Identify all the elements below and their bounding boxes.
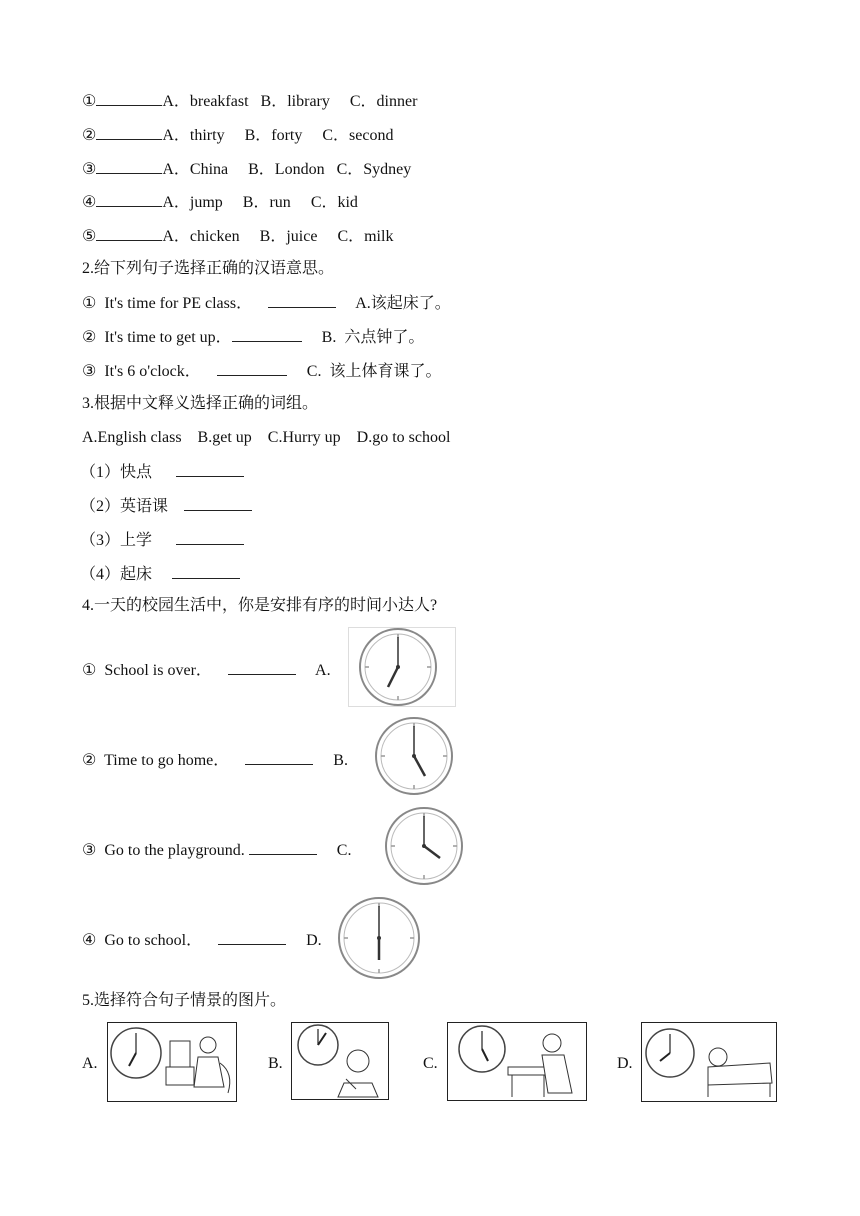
s1-item-3: ③ A．China B．London C．Sydney — [82, 158, 411, 178]
answer-blank[interactable] — [96, 90, 162, 106]
s3-item-4: （4）起床 — [80, 563, 240, 583]
clock-c-icon — [378, 806, 472, 886]
s2-item-1: ① It's time for PE class． A.该起床了。 — [82, 292, 451, 312]
s2-item-2: ② It's time to get up． B. 六点钟了。 — [82, 326, 424, 346]
picture-label-c: C. — [423, 1055, 438, 1072]
s1-item-1: ① A．breakfast B．library C．dinner — [82, 90, 417, 110]
answer-blank[interactable] — [218, 929, 286, 945]
s2-item-3: ③ It's 6 o'clock． C. 该上体育课了。 — [82, 360, 441, 380]
section3-title: 3.根据中文释义选择正确的词组。 — [82, 395, 319, 412]
answer-blank[interactable] — [184, 495, 252, 511]
s4-item-3: ③ Go to the playground. C. — [82, 839, 351, 859]
section5-title: 5.选择符合句子情景的图片。 — [82, 992, 287, 1009]
child-at-computer-icon — [108, 1023, 236, 1101]
child-writing-icon — [292, 1023, 388, 1099]
picture-label-b: B. — [268, 1055, 283, 1072]
answer-blank[interactable] — [245, 749, 313, 765]
clock-d-icon — [336, 896, 424, 980]
section4-title: 4.一天的校园生活中，你是安排有序的时间小达人? — [82, 597, 438, 614]
answer-blank[interactable] — [268, 292, 336, 308]
clock-b-icon — [370, 716, 460, 796]
answer-blank[interactable] — [249, 839, 317, 855]
s1-item-4: ④ A．jump B．run C．kid — [82, 191, 358, 211]
picture-c[interactable] — [447, 1022, 587, 1101]
s1-item-2: ② A．thirty B．forty C．second — [82, 124, 393, 144]
s4-item-4: ④ Go to school． D. — [82, 929, 322, 949]
s3-item-3: （3）上学 — [80, 529, 244, 549]
answer-blank[interactable] — [176, 529, 244, 545]
picture-a[interactable] — [107, 1022, 237, 1102]
answer-blank[interactable] — [217, 360, 287, 376]
picture-label-d: D. — [617, 1055, 633, 1072]
s3-item-2: （2）英语课 — [80, 495, 252, 515]
answer-blank[interactable] — [96, 124, 162, 140]
section3-options: A.English class B.get up C.Hurry up D.go to school — [82, 429, 451, 446]
child-at-desk-icon — [448, 1023, 586, 1100]
s1-item-5: ⑤ A．chicken B．juice C．milk — [82, 225, 393, 245]
picture-label-a: A. — [82, 1055, 98, 1072]
s4-item-1: ① School is over． A. — [82, 659, 331, 679]
s3-item-1: （1）快点 — [80, 461, 244, 481]
answer-blank[interactable] — [96, 158, 162, 174]
child-in-bed-icon — [642, 1023, 776, 1101]
section2-title: 2.给下列句子选择正确的汉语意思。 — [82, 260, 335, 277]
answer-blank[interactable] — [96, 225, 162, 241]
answer-blank[interactable] — [172, 563, 240, 579]
answer-blank[interactable] — [228, 659, 296, 675]
s4-item-2: ② Time to go home． B. — [82, 749, 348, 769]
clock-a-icon — [348, 627, 456, 707]
answer-blank[interactable] — [96, 191, 162, 207]
picture-b[interactable] — [291, 1022, 389, 1100]
answer-blank[interactable] — [176, 461, 244, 477]
answer-blank[interactable] — [232, 326, 302, 342]
picture-d[interactable] — [641, 1022, 777, 1102]
